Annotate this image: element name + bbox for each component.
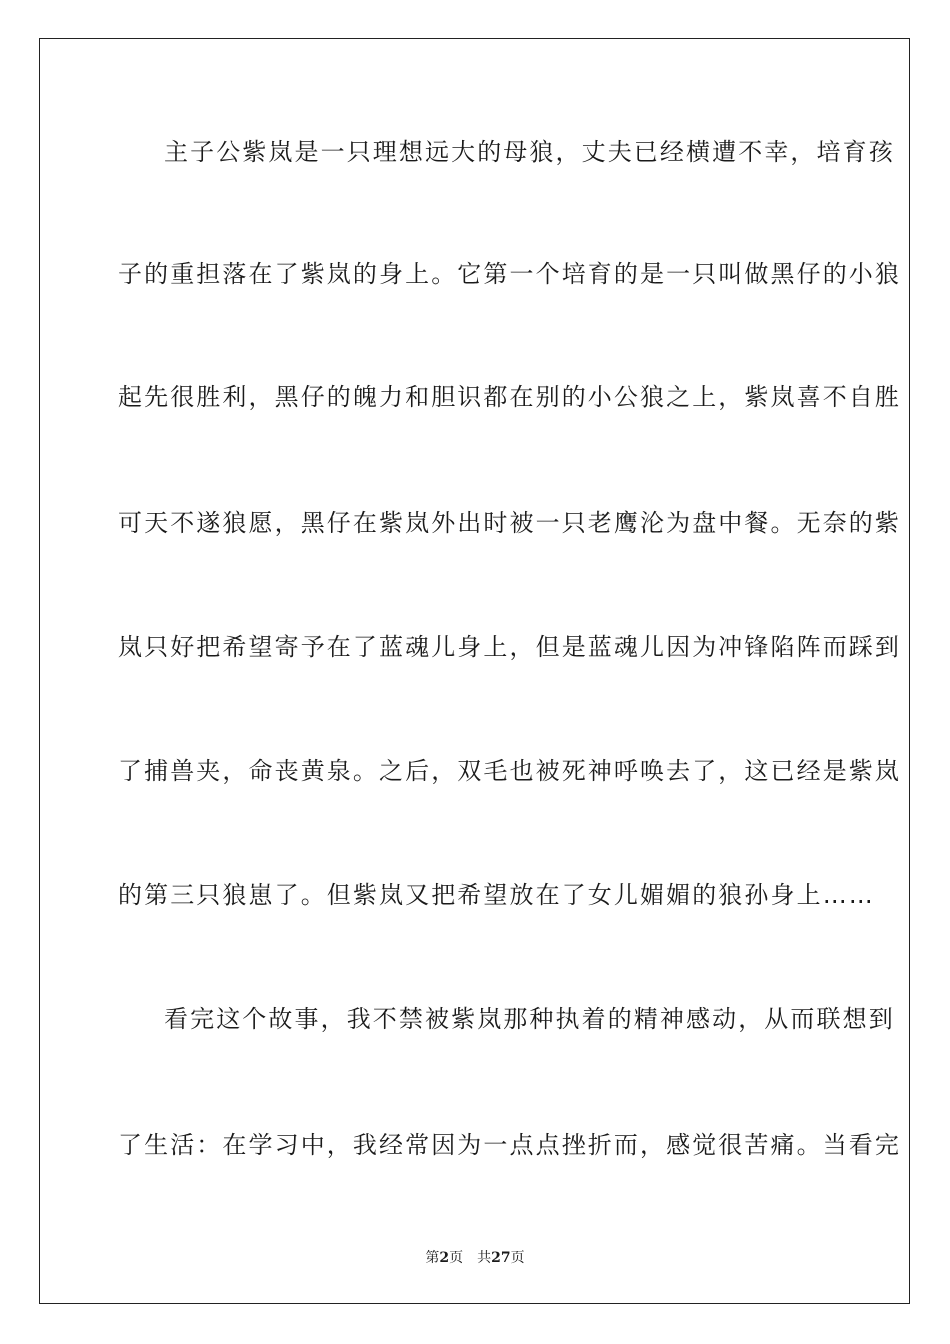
paragraph-line-1: 主子公紫岚是一只理想远大的母狼，丈夫已经横遭不幸，培育孩	[164, 138, 895, 166]
footer-page-suffix: 页	[449, 1250, 464, 1266]
paragraph-line-3: 起先很胜利，黑仔的魄力和胆识都在别的小公狼之上，紫岚喜不自胜	[118, 383, 901, 411]
paragraph-line-2: 子的重担落在了紫岚的身上。它第一个培育的是一只叫做黑仔的小狼	[118, 260, 901, 288]
page-footer	[0, 1247, 950, 1267]
footer-page-number: 2	[439, 1250, 450, 1266]
paragraph-line-9: 了生活：在学习中，我经常因为一点点挫折而，感觉很苦痛。当看完	[118, 1131, 901, 1159]
footer-total-prefix: 共	[477, 1250, 492, 1266]
footer-total-suffix: 页	[510, 1250, 525, 1266]
paragraph-line-5: 岚只好把希望寄予在了蓝魂儿身上，但是蓝魂儿因为冲锋陷阵而踩到	[118, 633, 901, 661]
paragraph-line-4: 可天不遂狼愿，黑仔在紫岚外出时被一只老鹰沦为盘中餐。无奈的紫	[118, 509, 901, 537]
page-border	[39, 38, 910, 1304]
paragraph-line-6: 了捕兽夹，命丧黄泉。之后，双毛也被死神呼唤去了，这已经是紫岚	[118, 757, 901, 785]
footer-page-prefix: 第	[425, 1250, 440, 1266]
paragraph-line-8: 看完这个故事，我不禁被紫岚那种执着的精神感动，从而联想到	[164, 1005, 895, 1033]
paragraph-line-7: 的第三只狼崽了。但紫岚又把希望放在了女儿媚媚的狼孙身上……	[118, 881, 875, 909]
footer-total-pages: 27	[491, 1250, 511, 1266]
